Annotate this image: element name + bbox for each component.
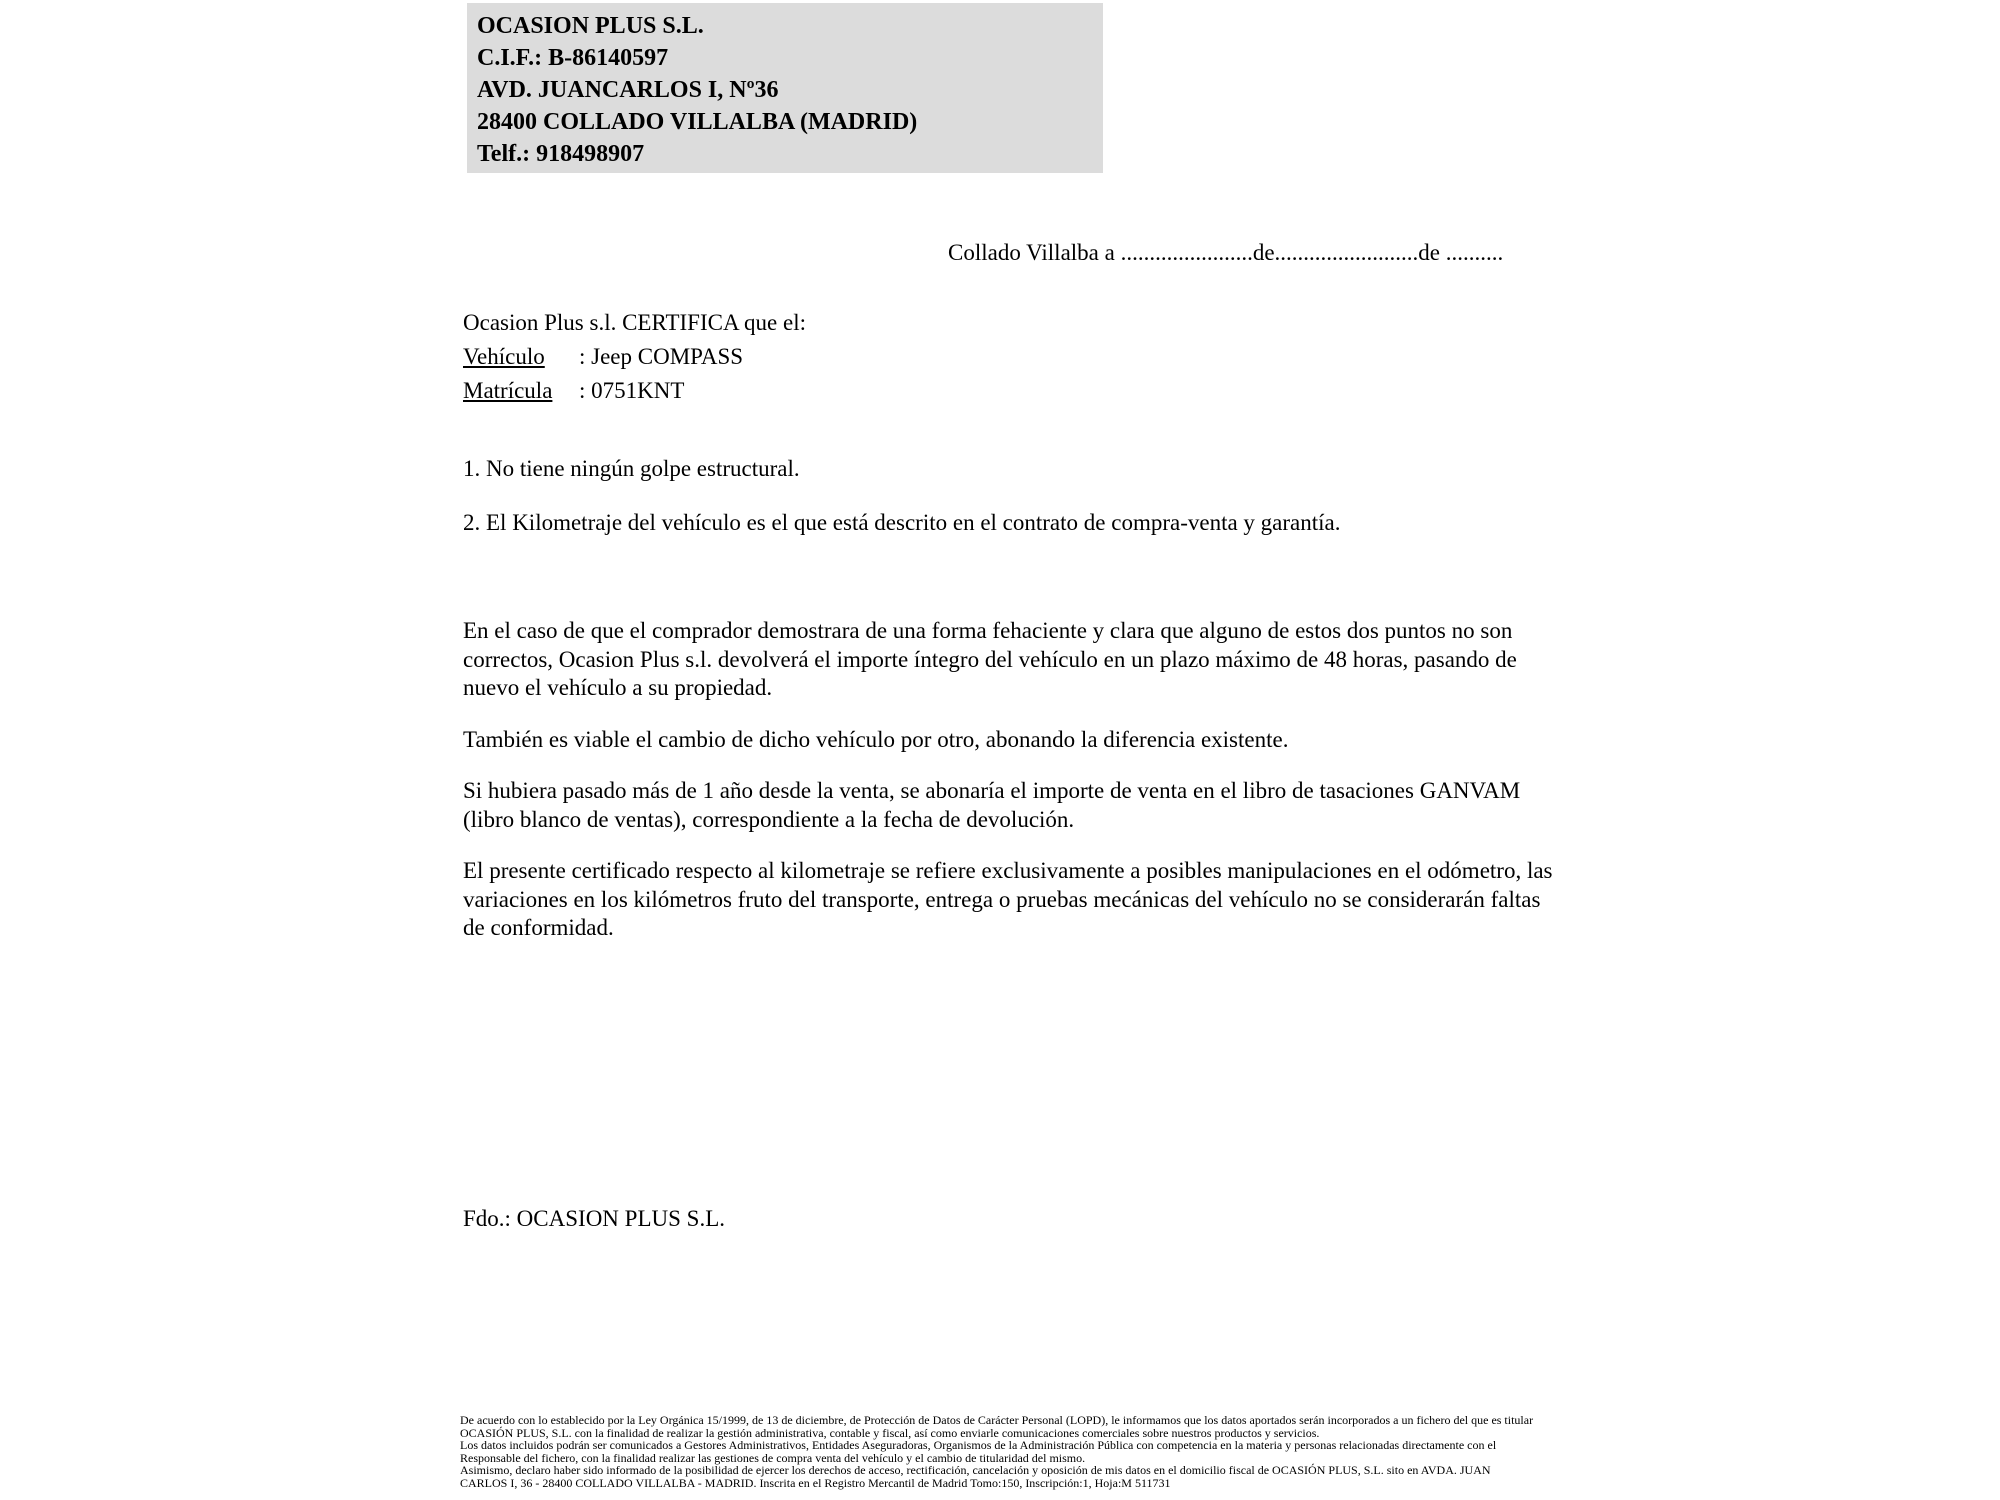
date-fill-in-line: Collado Villalba a .......................de.........................de .......... [948,240,1504,265]
plate-field [463,374,806,408]
terms-paragraph-exchange: También es viable el cambio de dicho vehículo por otro, abonando la diferencia existente. [463,726,1289,752]
vehicle-label: Vehículo [463,344,545,369]
legal-line: OCASIÓN PLUS, S.L. con la finalidad de realizar la gestión administrativa, contable y fiscal, así como enviarle comunicaciones comerciales sobre nuestros productos y servicios. [460,1425,1320,1440]
legal-line: Asimismo, declaro haber sido informado de la posibilidad de ejercer los derechos de acceso, rectificación, cancelación y oposición de mis datos en el domicilio fiscal de OCASIÓN PLUS, S.L. sito en AVDA. JUAN [460,1463,1491,1478]
legal-line: Los datos incluidos podrán ser comunicados a Gestores Administrativos, Entidades Aseguradoras, Organismos de la Administración Pública con competencia en la materia y personas relacionadas directamente con el [460,1438,1497,1453]
signature-line: Fdo.: OCASION PLUS S.L. [463,1206,725,1231]
certified-point-1: 1. No tiene ningún golpe estructural. [463,456,800,481]
vehicle-value: Jeep COMPASS [591,344,744,369]
legal-line: CARLOS I, 36 - 28400 COLLADO VILLALBA - MADRID. Inscrita en el Registro Mercantil de Madrid Tomo:150, Inscripción:1, Hoja:M 511731 [460,1475,1171,1490]
company-letterhead-box [467,3,1103,173]
company-address: AVD. JUANCARLOS I, Nº36 [477,77,779,103]
legal-line: Responsable del fichero, con la finalidad realizar las gestiones de compra venta del vehículo y el cambio de titularidad del mismo. [460,1450,1086,1465]
terms-text [463,617,1563,966]
plate-label: Matrícula [463,378,553,403]
legal-line: De acuerdo con lo establecido por la Ley Orgánica 15/1999, de 13 de diciembre, de Protección de Datos de Carácter Personal (LOPD), le informamos que los datos aportados serán incorporados a un fichero del que es titular [460,1413,1534,1427]
legal-fine-print [460,1414,1533,1489]
company-city: 28400 COLLADO VILLALBA (MADRID) [477,109,918,135]
company-cif: C.I.F.: B-86140597 [477,45,669,71]
terms-paragraph-odometer: El presente certificado respecto al kilometraje se refiere exclusivamente a posibles manipulaciones en el odómetro, las variaciones en los kilómetros fruto del transporte, entrega o pruebas mecánicas del vehículo no se considerarán faltas de conformidad. [463,858,1553,940]
plate-separator: : [579,378,586,403]
vehicle-field [463,340,806,374]
vehicle-separator: : [579,344,586,369]
terms-paragraph-refund: En el caso de que el comprador demostrara de una forma fehaciente y clara que alguno de estos dos puntos no son correctos, Ocasion Plus s.l. devolverá el importe íntegro del vehículo en un plazo máximo de 48 horas, pasando de nuevo el vehículo a su propiedad. [463,618,1517,700]
terms-paragraph-ganvam: Si hubiera pasado más de 1 año desde la venta, se abonaría el importe de venta en el libro de tasaciones GANVAM (libro blanco de ventas), correspondiente a la fecha de devolución. [463,778,1521,832]
company-phone: Telf.: 918498907 [477,141,645,167]
certification-intro: Ocasion Plus s.l. CERTIFICA que el: [463,310,806,335]
certified-point-2: 2. El Kilometraje del vehículo es el que está descrito en el contrato de compra-venta y garantía. [463,510,1341,535]
company-name: OCASION PLUS S.L. [477,13,704,39]
certification-block [463,306,806,408]
plate-value: 0751KNT [591,378,685,403]
